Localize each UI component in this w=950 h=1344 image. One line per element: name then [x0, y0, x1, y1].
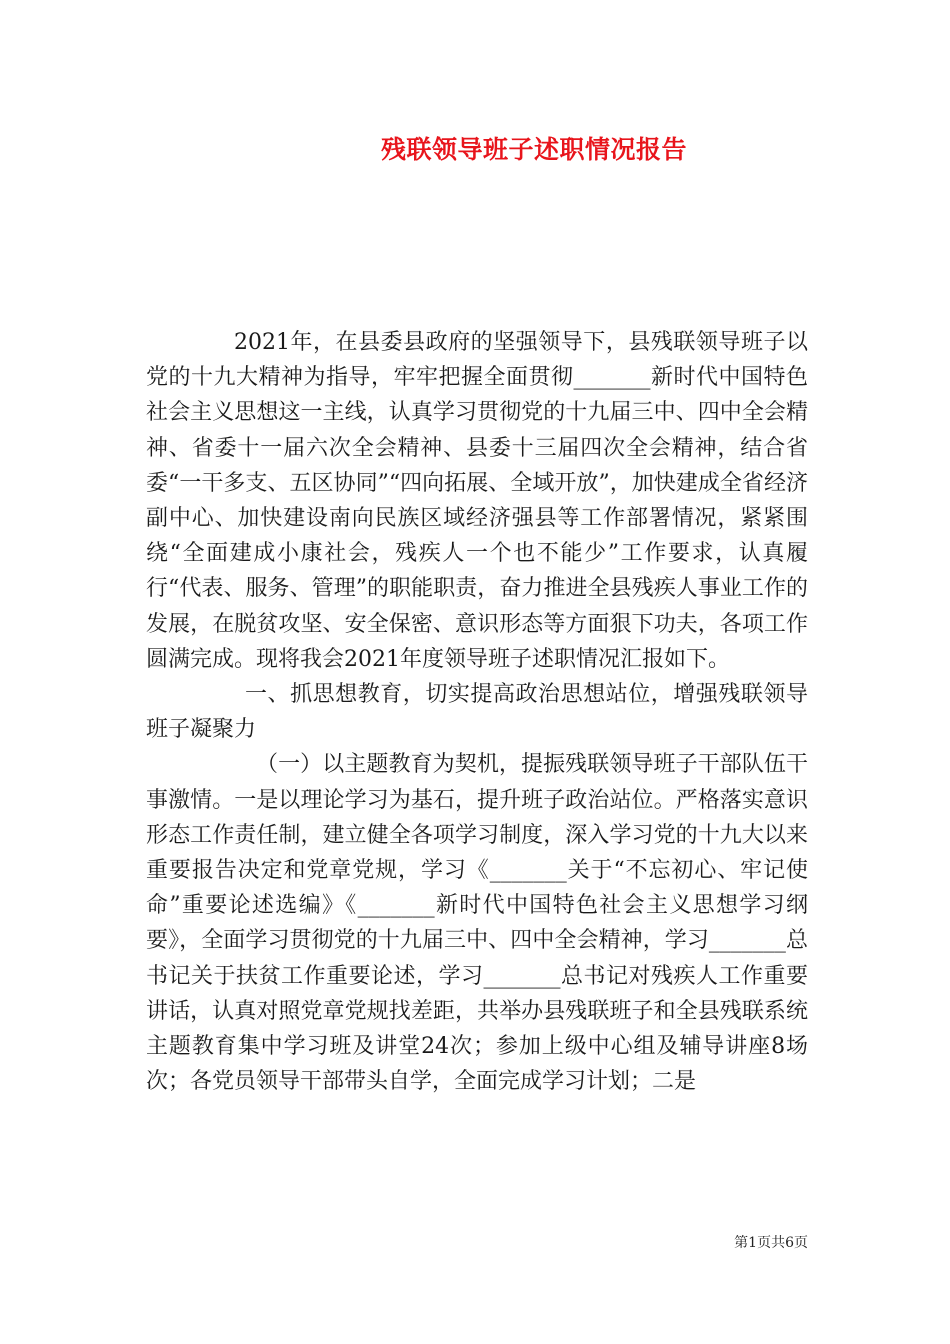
subsection-paragraph-1: （一）以主题教育为契机，提振残联领导班子干部队伍干事激情。一是以理论学习为基石，提升班子政治站位。严格落实意识形态工作责任制，建立健全各项学习制度，深入学习党的十九大以来重要报告决定和党章党规，学习《_______关于“不忘初心、牢记使命”重要论述选编》《_______新时代中国特色社会主义思想学习纲要》，全面学习贯彻党的十九届三中、四中全会精神，学习_______总书记关于扶贫工作重要论述，学习_______总书记对残疾人工作重要讲话，认真对照党章党规找差距，共举办县残联班子和全县残联系统主题教育集中学习班及讲堂24次；参加上级中心组及辅导讲座8场次；各党员领导干部带头自学，全面完成学习计划；二是 [146, 752, 808, 1095]
page-number-footer: 第1页共6页 [734, 1235, 808, 1251]
document-title: 残联领导班子述职情况报告 [380, 135, 687, 164]
document-body [146, 325, 808, 1099]
intro-paragraph: 2021年，在县委县政府的坚强领导下，县残联领导班子以党的十九大精神为指导，牢牢把握全面贯彻_______新时代中国特色社会主义思想这一主线，认真学习贯彻党的十九届三中、四中全会精神、省委十一届六次全会精神、县委十三届四次全会精神，结合省委“一干多支、五区协同”“四向拓展、全域开放”，加快建成全省经济副中心、加快建设南向民族区域经济强县等工作部署情况，紧紧围绕“全面建成小康社会，残疾人一个也不能少”工作要求，认真履行“代表、服务、管理”的职能职责，奋力推进全县残疾人事业工作的发展，在脱贫攻坚、安全保密、意识形态等方面狠下功夫，各项工作圆满完成。现将我会2021年度领导班子述职情况汇报如下。 [146, 330, 808, 672]
section-heading-1: 一、抓思想教育，切实提高政治思想站位，增强残联领导班子凝聚力 [146, 682, 808, 743]
